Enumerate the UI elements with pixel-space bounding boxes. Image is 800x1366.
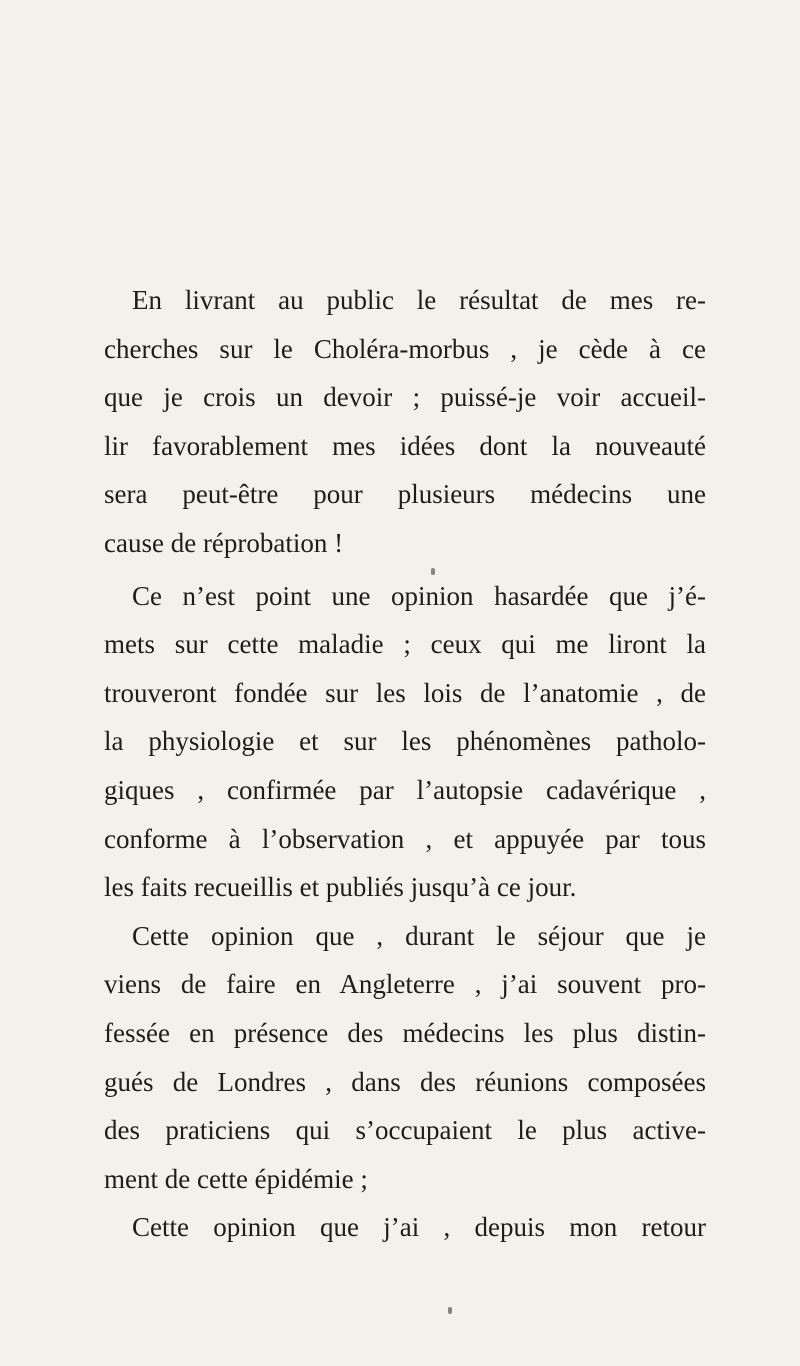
paragraph-1-line-5: sera peut-être pour plusieurs médecins une <box>104 479 706 510</box>
paragraph-2-line-6: conforme à l’observation , et appuyée par tous <box>104 823 706 854</box>
paragraph-1-line-1: En livrant au public le résultat de mes re- <box>132 285 706 315</box>
paragraph-2-line-3: trouveront fondée sur les lois de l’anatomie , de <box>104 677 706 708</box>
paragraph-2-line-1: Ce n’est point une opinion hasardée que j’é- <box>132 580 706 611</box>
paragraph-3-line-3: fessée en présence des médecins les plus distin- <box>104 1017 706 1048</box>
paragraph-3-line-6: ment de cette épidémie ; <box>104 1163 368 1194</box>
paragraph-2-line-7: les faits recueillis et publiés jusqu’à ce jour. <box>104 872 577 903</box>
paragraph-2-line-2: mets sur cette maladie ; ceux qui me liront la <box>104 629 706 660</box>
paragraph-2-line-5: giques , confirmée par l’autopsie cadavérique , <box>104 774 706 805</box>
paragraph-3-line-1: Cette opinion que , durant le séjour que je <box>132 920 706 951</box>
paragraph-2-line-4: la physiologie et sur les phénomènes patholo- <box>104 726 706 757</box>
paragraph-1-line-3: que je crois un devoir ; puissé-je voir accueil- <box>104 382 706 413</box>
paragraph-1-line-4: lir favorablement mes idées dont la nouveauté <box>104 430 706 461</box>
paragraph-1-line-6: cause de réprobation ! <box>104 527 344 558</box>
paragraph-3-line-4: gués de Londres , dans des réunions composées <box>104 1066 706 1097</box>
paragraph-4-line-1: Cette opinion que j’ai , depuis mon retour <box>132 1212 706 1243</box>
ink-speck <box>431 568 435 575</box>
paragraph-3-line-2: viens de faire en Angleterre , j’ai souvent pro- <box>104 969 706 1000</box>
page-text <box>104 276 706 1252</box>
paragraph-3-line-5: des praticiens qui s’occupaient le plus active- <box>104 1115 706 1146</box>
paragraph-1-line-2: cherches sur le Choléra-morbus , je cède à ce <box>104 333 706 364</box>
ink-speck <box>448 1307 452 1314</box>
